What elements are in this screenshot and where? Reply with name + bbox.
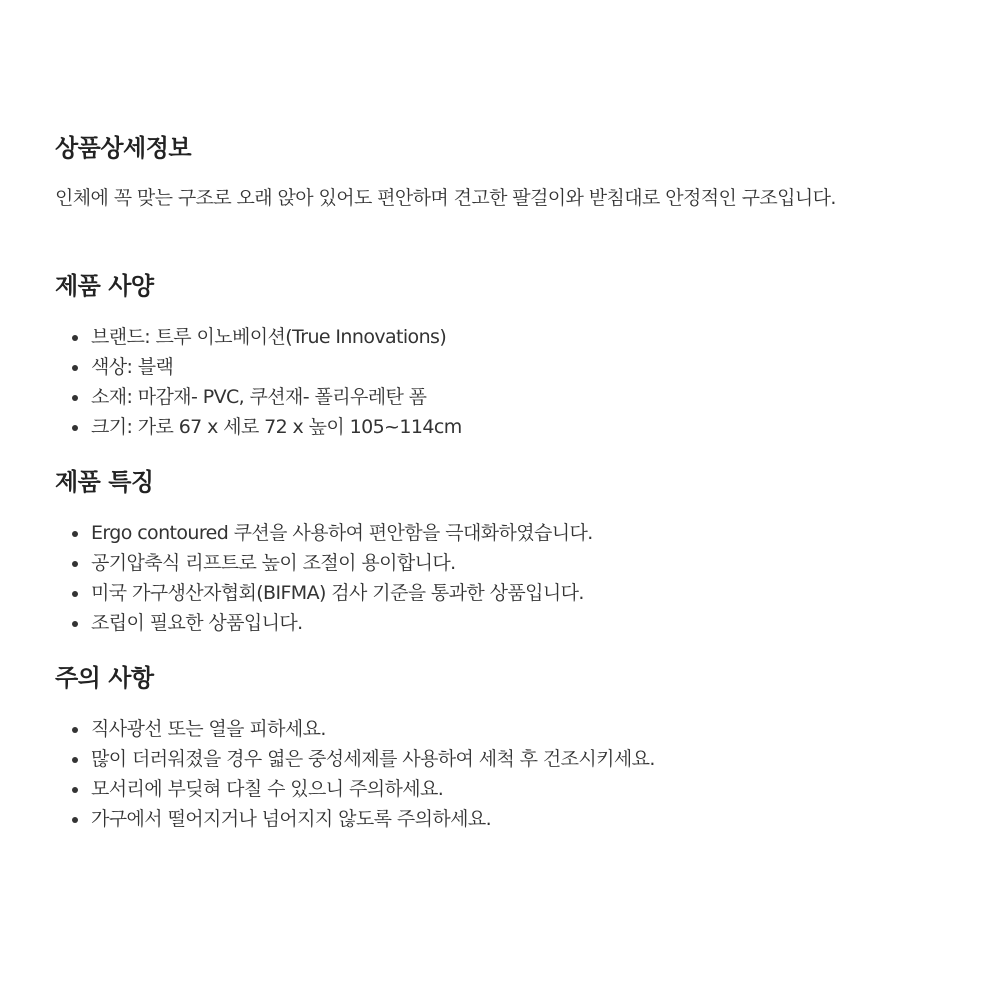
feature-item: 조립이 필요한 상품입니다. [55, 608, 985, 638]
feature-item: 공기압축식 리프트로 높이 조절이 용이합니다. [55, 548, 985, 578]
spec-item-material: 소재: 마감재- PVC, 쿠션재- 폴리우레탄 폼 [55, 382, 985, 412]
feature-item: Ergo contoured 쿠션을 사용하여 편안함을 극대화하였습니다. [55, 518, 985, 548]
spec-item-brand: 브랜드: 트루 이노베이션(True Innovations) [55, 322, 985, 352]
caution-item: 가구에서 떨어지거나 넘어지지 않도록 주의하세요. [55, 804, 985, 834]
features-list [55, 518, 985, 638]
product-intro-text: 인체에 꼭 맞는 구조로 오래 앉아 있어도 편안하며 견고한 팔걸이와 받침대로 안정적인 구조입니다. [55, 187, 836, 209]
features-heading: 제품 특징 [55, 468, 154, 496]
product-detail-content [55, 130, 985, 834]
features-section [55, 464, 985, 638]
spec-item-size: 크기: 가로 67 x 세로 72 x 높이 105~114cm [55, 412, 985, 442]
detail-section [55, 130, 985, 212]
caution-item: 직사광선 또는 열을 피하세요. [55, 714, 985, 744]
cautions-heading: 주의 사항 [55, 664, 154, 692]
caution-item: 모서리에 부딪혀 다칠 수 있으니 주의하세요. [55, 774, 985, 804]
specs-section [55, 268, 985, 442]
caution-item: 많이 더러워졌을 경우 엷은 중성세제를 사용하여 세척 후 건조시키세요. [55, 744, 985, 774]
spec-item-color: 색상: 블랙 [55, 352, 985, 382]
specs-heading: 제품 사양 [55, 272, 154, 300]
page-title: 상품상세정보 [55, 134, 192, 162]
cautions-section [55, 660, 985, 834]
specs-list [55, 322, 985, 442]
feature-item: 미국 가구생산자협회(BIFMA) 검사 기준을 통과한 상품입니다. [55, 578, 985, 608]
cautions-list [55, 714, 985, 834]
